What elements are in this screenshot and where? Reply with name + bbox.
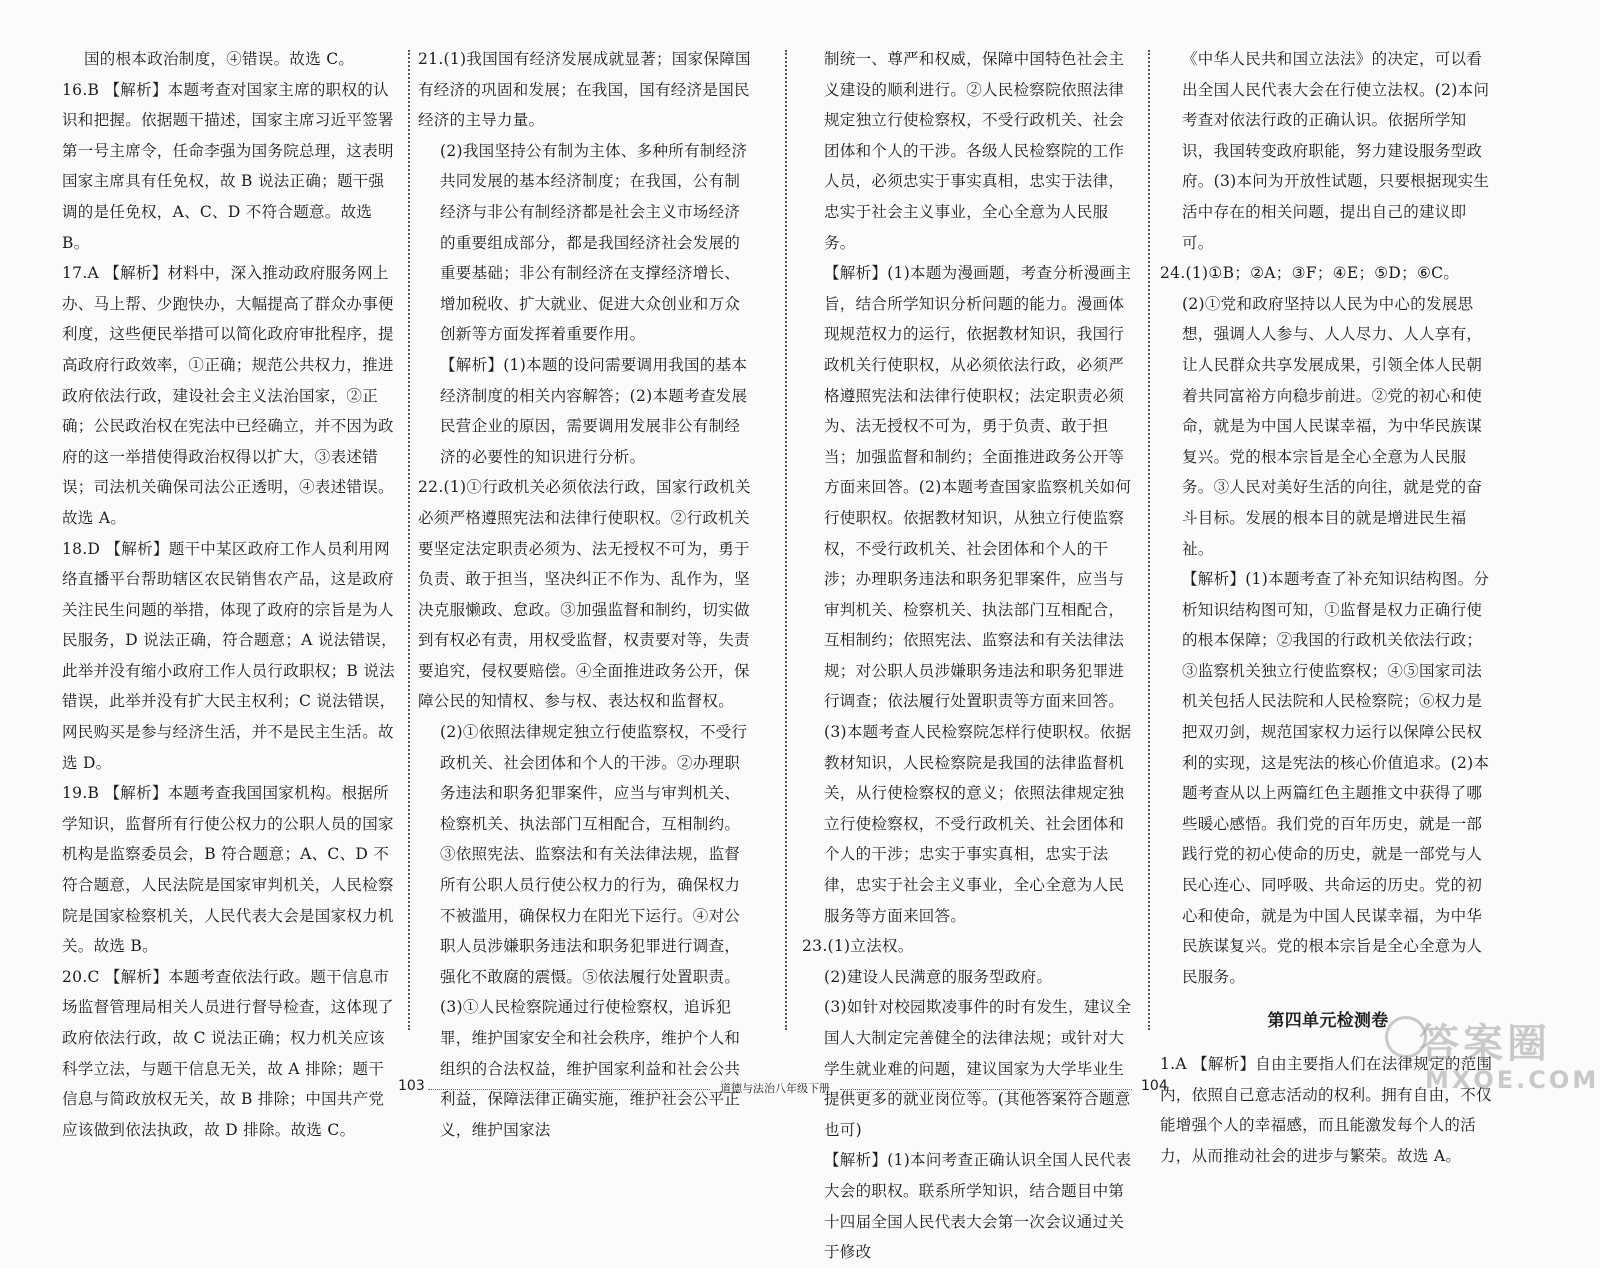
answer-paragraph: 16.B 【解析】本题考查对国家主席的职权的认识和把握。依据题干描述，国家主席习近平签署第一号主席令，任命李强为国务院总理，这表明国家主席具有任免权，故 B 说法正确；题干强调的是任免权，A、C、D 不符合题意。故选 B。 — [62, 80, 394, 252]
answer-paragraph: 国的根本政治制度，④错误。故选 C。 — [84, 50, 355, 68]
column-1 — [62, 44, 398, 1145]
page-number-left: 103 — [398, 1078, 425, 1094]
footer-dotted-line — [840, 1089, 1132, 1090]
answer-paragraph: (3)①人民检察院通过行使检察权，追诉犯罪，维护国家安全和社会秩序，维护个人和组织的合法权益，维护国家利益和社会公共利益，保障法律正确实施，维护社会公平正义，维护国家法 — [440, 998, 741, 1139]
column-divider — [785, 50, 787, 1030]
answer-paragraph: 20.C 【解析】本题考查依法行政。题干信息市场监督管理局相关人员进行督导检查，这体现了政府依法行政，故 C 说法正确；权力机关应该科学立法，与题干信息无关，故 A 排除；题干信息与简政放权无关，故 B 排除；中国共产党应该做到依法执政，故 D 排除。故选 C。 — [62, 967, 394, 1139]
footer-subject: 道德与法治八年级下册 — [720, 1082, 830, 1095]
column-divider — [1148, 50, 1150, 1030]
answer-paragraph: 23.(1)立法权。 — [802, 937, 914, 956]
answer-paragraph: (3)如针对校园欺凌事件的时有发生，建议全国人大制定完善健全的法律法规；或针对大学生就业难的问题，建议国家为大学毕业生提供更多的就业岗位等。(其他答案符合题意也可) — [824, 998, 1132, 1139]
answer-paragraph: 【解析】(1)本题考查了补充知识结构图。分析知识结构图可知，①监督是权力正确行使的根本保障；②我国的行政机关依法行政；③监察机关独立行使监察权；④⑤国家司法机关包括人民法院和人民检察院；⑥权力是把双刃剑，规范国家权力运行以保障公民权利的实现，这是宪法的核心价值追求。(2)本题考查从以上两篇红色主题推文中获得了哪些暖心感悟。我们党的百年历史，就是一部践行党的初心使命的历史，就是一部党与人民心连心、同呼吸、共命运的历史。党的初心和使命，就是为中国人民谋幸福，为中华民族谋复兴。党的根本宗旨是全心全意为人民服务。 — [1182, 570, 1490, 986]
section-title: 第四单元检测卷 — [1267, 1011, 1389, 1032]
answer-paragraph: (2)①依照法律规定独立行使监察权，不受行政机关、社会团体和个人的干涉。②办理职务违法和职务犯罪案件，应当与审判机关、检察机关、执法部门互相配合，互相制约。③依照宪法、监察法和有关法律法规，监督所有公职人员行使公权力的行为，确保权力不被滥用，确保权力在阳光下运行。④对公职人员涉嫌职务违法和职务犯罪进行调查，强化不敢腐的震慑。⑤依法履行处置职责。 — [440, 723, 748, 986]
page-number-right: 104 — [1141, 1078, 1168, 1094]
answer-paragraph: 1.A 【解析】自由主要指人们在法律规定的范围内，依照自己意志活动的权利。拥有自由，不仅能增强个人的幸福感，而且能激发每个人的活力，从而推动社会的进步与繁荣。故选 A。 — [1160, 1055, 1493, 1165]
answer-paragraph: 24.(1)①B；②A；③F；④E；⑤D；⑥C。 — [1160, 264, 1460, 283]
answer-paragraph: 制统一、尊严和权威，保障中国特色社会主义建设的顺利进行。②人民检察院依照法律规定独立行使检察权，不受行政机关、社会团体和个人的干涉。各级人民检察院的工作人员，必须忠实于事实真相，忠实于法律，忠实于社会主义事业，全心全意为人民服务。 — [824, 50, 1125, 252]
answer-paragraph: 【解析】(1)本题为漫画题，考查分析漫画主旨，结合所学知识分析问题的能力。漫画体现规范权力的运行，依据教材知识，我国行政机关行使职权，从必须依法行政，必须严格遵照宪法和法律行使职权；法定职责必须为、法无授权不可为，勇于负责、敢于担当；加强监督和制约；全面推进政务公开等方面来回答。(2)本题考查国家监察机关如何行使职权。依据教材知识，从独立行使监察权，不受行政机关、社会团体和个人的干涉；办理职务违法和职务犯罪案件，应当与审判机关、检察机关、执法部门互相配合，互相制约；依照宪法、监察法和有关法律法规；对公职人员涉嫌职务违法和职务犯罪进行调查；依法履行处置职责等方面来回答。(3)本题考查人民检察院怎样行使职权。依据教材知识，人民检察院是我国的法律监督机关，从行使检察权的意义；依照法律规定独立行使检察权，不受行政机关、社会团体和个人的干涉；忠实于事实真相，忠实于法律，忠实于社会主义事业，全心全意为人民服务等方面来回答。 — [824, 264, 1132, 925]
answer-paragraph: 【解析】(1)本题的设问需要调用我国的基本经济制度的相关内容解答；(2)本题考查发展民营企业的原因，需要调用发展非公有制经济的必要性的知识进行分析。 — [440, 355, 748, 466]
answer-paragraph: 17.A 【解析】材料中，深入推动政府服务网上办、马上帮、少跑快办，大幅提高了群众办事便利度，这些便民举措可以简化政府审批程序，提高政府行政效率，①正确；规范公共权力，推进政府依法行政，建设社会主义法治国家，②正确；公民政治权在宪法中已经确立，并不因为政府的这一举措使得政治权得以扩大，③表述错误；司法机关确保司法公正透明，④表述错误。故选 A。 — [62, 264, 394, 527]
column-4 — [1160, 44, 1496, 1171]
column-2 — [418, 44, 754, 1145]
watermark-logo — [1385, 1012, 1600, 1104]
column-divider — [408, 50, 410, 1030]
answer-paragraph: 18.D 【解析】题干中某区政府工作人员利用网络直播平台帮助辖区农民销售农产品，这是政府关注民生问题的举措，体现了政府的宗旨是为人民服务，D 说法正确，符合题意；A 说法错误，此举并没有缩小政府工作人员行政职权；B 说法错误，此举并没有扩大民主权利；C 说法错误，网民购买是参与经济生活，并不是民主生活。故选 D。 — [62, 539, 397, 772]
answer-paragraph: 【解析】(1)本问考查正确认识全国人民代表大会的职权。联系所学知识，结合题目中第十四届全国人民代表大会第一次会议通过关于修改 — [824, 1151, 1132, 1262]
watermark-url: MXQE.COM — [1425, 1066, 1600, 1094]
answer-paragraph: (2)我国坚持公有制为主体、多种所有制经济共同发展的基本经济制度；在我国，公有制经济与非公有制经济都是社会主义市场经济的重要组成部分，都是我国经济社会发展的重要基础；非公有制经济在支撑经济增长、增加税收、扩大就业、促进大众创业和万众创新等方面发挥着重要作用。 — [440, 141, 748, 344]
answer-paragraph: 《中华人民共和国立法法》的决定，可以看出全国人民代表大会在行使立法权。(2)本问考查对依法行政的正确认识。依据所学知识，我国转变政府职能，努力建设服务型政府。(3)本问为开放性试题，只要根据现实生活中存在的相关问题，提出自己的建议即可。 — [1182, 50, 1490, 252]
answer-paragraph: (2)①党和政府坚持以人民为中心的发展思想，强调人人参与、人人尽力、人人享有，让人民群众共享发展成果，引领全体人民朝着共同富裕方向稳步前进。②党的初心和使命，就是为中国人民谋幸福，为中华民族谋复兴。党的根本宗旨是全心全意为人民服务。③人民对美好生活的向往，就是党的奋斗目标。发展的根本目的就是增进民生福祉。 — [1182, 294, 1483, 558]
answer-paragraph: (2)建设人民满意的服务型政府。 — [824, 967, 1053, 986]
footer-dotted-line — [428, 1089, 710, 1090]
answer-paragraph: 21.(1)我国国有经济发展成就显著；国家保障国有经济的巩固和发展；在我国，国有经济是国民经济的主导力量。 — [418, 50, 751, 130]
answer-paragraph: 22.(1)①行政机关必须依法行政，国家行政机关必须严格遵照宪法和法律行使职权。②行政机关要坚定法定职责必须为、法无授权不可为，勇于负责、敢于担当，坚决纠正不作为、乱作为，坚决克服懒政、怠政。③加强监督和制约，切实做到有权必有责，用权受监督，权责要对等，失责要追究，侵权要赔偿。④全面推进政务公开，保障公民的知情权、参与权、表达权和监督权。 — [418, 478, 751, 711]
page-footer — [0, 1078, 1600, 1102]
watermark-text: 答案圈 — [1419, 1021, 1551, 1067]
answer-paragraph: 19.B 【解析】本题考查我国国家机构。根据所学知识，监督所有行使公权力的公职人员的国家机构是监察委员会，B 符合题意；A、C、D 不符合题意，人民法院是国家审判机关，人民检察院是国家检察机关，人民代表大会是国家权力机关。故选 B。 — [62, 784, 394, 956]
